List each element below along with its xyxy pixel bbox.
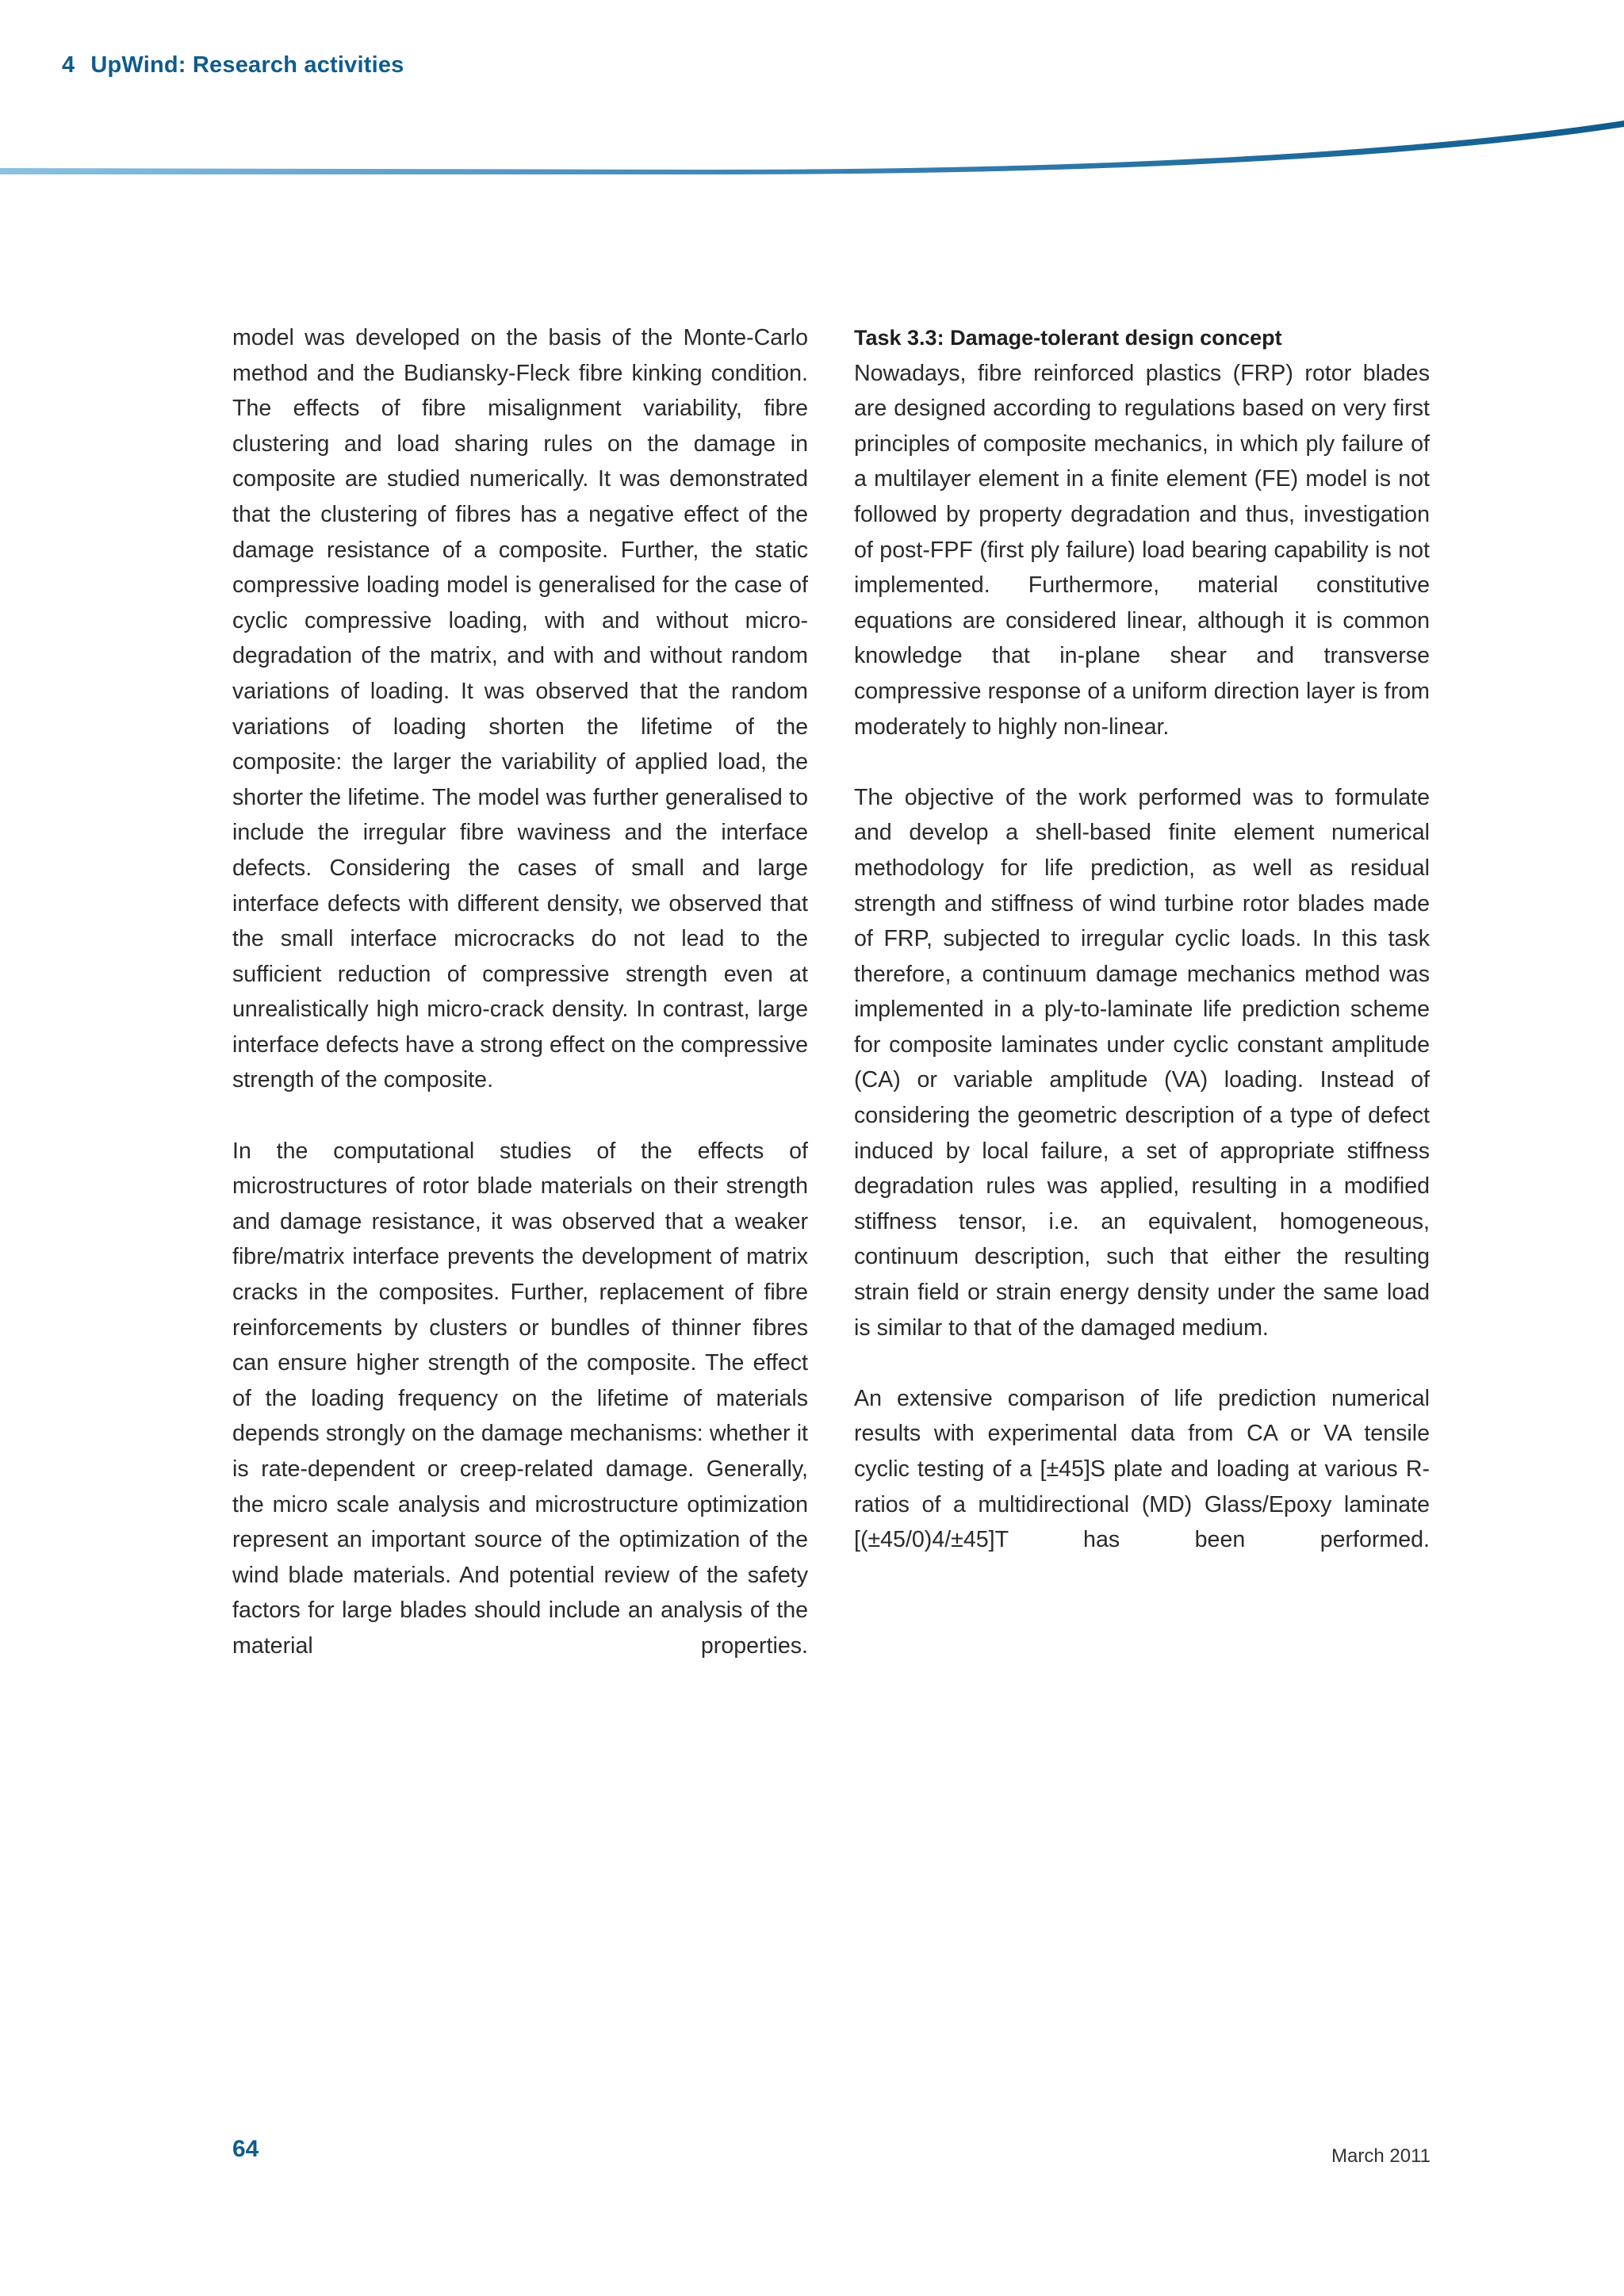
header-swoosh-decoration (0, 111, 1624, 182)
task-heading: Task 3.3: Damage-tolerant design concept (854, 326, 1282, 350)
right-column (854, 320, 1430, 1593)
left-column (232, 320, 808, 1699)
body-paragraph: An extensive comparison of life prediction numerical results with experimental data from CA or VA tensile cyclic testing of a [±45]S plate and loading at various R-ratios of a multidirectional (MD) Glass/Epoxy laminate [(±45/0)4/±45]T has been performed. (854, 1385, 1430, 1553)
chapter-number: 4 (62, 52, 75, 78)
body-paragraph: Nowadays, fibre reinforced plastics (FRP) rotor blades are designed according to regulations based on very first principles of composite mechanics, in which ply failure of a multilayer element in a finite element (FE) model is not followed by property degradation and thus, investigation of post-FPF (first ply failure) load bearing capability is not implemented. Furthermore, material constitutive equations are considered linear, although it is common knowledge that in-plane shear and transverse compressive response of a uniform direction layer is from moderately to highly non-linear. (854, 360, 1430, 740)
body-paragraph: model was developed on the basis of the Monte-Carlo method and the Budiansky-Fleck fibre kinking condition. The effects of fibre misalignment variability, fibre clustering and load sharing rules on the damage in composite are studied numerically. It was demonstrated that the clustering of fibres has a negative effect of the damage resistance of a composite. Further, the static compressive loading model is generalised for the case of cyclic compressive loading, with and without micro-degradation of the matrix, and with and without random variations of loading. It was observed that the random variations of loading shorten the lifetime of the composite: the larger the variability of applied load, the shorter the lifetime. The model was further generalised to include the irregular fibre waviness and the interface defects. Considering the cases of small and large interface defects with different density, we observed that the small interface microcracks do not lead to the sufficient reduction of compressive strength even at unrealistically high micro-crack density. In contrast, large interface defects have a strong effect on the compressive strength of the composite. (232, 325, 808, 1093)
chapter-title: UpWind: Research activities (90, 52, 404, 78)
publication-date: March 2011 (1331, 2145, 1431, 2167)
running-header (62, 52, 404, 78)
body-paragraph: In the computational studies of the effects of microstructures of rotor blade materials on their strength and damage resistance, it was observed that a weaker fibre/matrix interface prevents the development of matrix cracks in the composites. Further, replacement of fibre reinforcements by clusters or bundles of thinner fibres can ensure higher strength of the composite. The effect of the loading frequency on the lifetime of materials depends strongly on the damage mechanisms: whether it is rate-dependent or creep-related damage. Generally, the micro scale analysis and microstructure optimization represent an important source of the optimization of the wind blade materials. And potential review of the safety factors for large blades should include an analysis of the material properties. (232, 1138, 808, 1659)
body-paragraph: The objective of the work performed was to formulate and develop a shell-based finite element numerical methodology for life prediction, as well as residual strength and stiffness of wind turbine rotor blades made of FRP, subjected to irregular cyclic loads. In this task therefore, a continuum damage mechanics method was implemented in a ply-to-laminate life prediction scheme for composite laminates under cyclic constant amplitude (CA) or variable amplitude (VA) loading. Instead of considering the geometric description of a type of defect induced by local failure, a set of appropriate stiffness degradation rules was applied, resulting in a modified stiffness tensor, i.e. an equivalent, homogeneous, continuum description, such that either the resulting strain field or strain energy density under the same load is similar to that of the damaged medium. (854, 784, 1430, 1341)
page-number: 64 (232, 2136, 259, 2162)
